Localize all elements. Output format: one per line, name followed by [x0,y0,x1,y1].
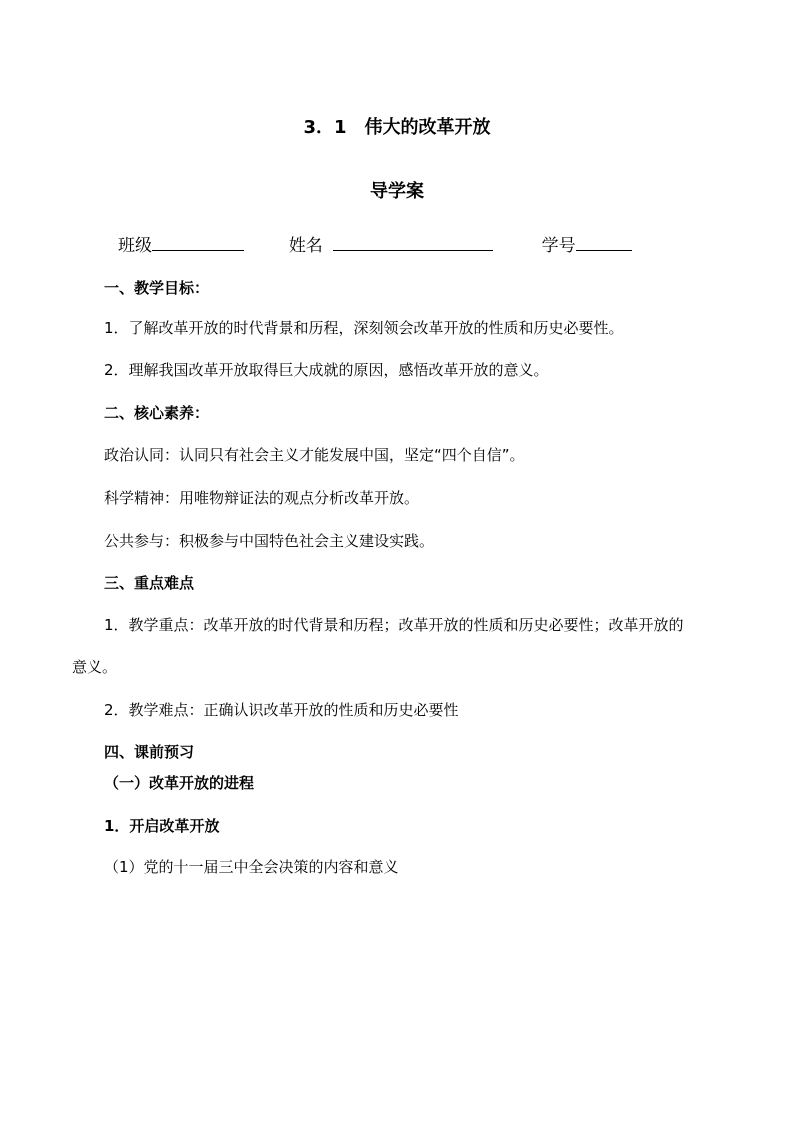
key-points-heading: 三、重点难点 [104,574,195,592]
student-number-blank[interactable] [576,234,632,251]
literacy-item-1: 政治认同：认同只有社会主义才能发展中国，坚定“四个自信”。 [104,446,525,464]
class-blank[interactable] [152,234,244,251]
student-info-row [118,234,632,257]
key-point-1-continued: 意义。 [72,658,118,676]
class-label: 班级 [118,236,152,256]
preview-subheading-1: （一）改革开放的进程 [104,774,255,792]
document-subtitle: 导学案 [370,181,424,202]
goals-heading: 一、教学目标： [104,279,210,297]
key-point-1: 1．教学重点：改革开放的时代背景和历程；改革开放的性质和历史必要性；改革开放的 [104,616,684,634]
goal-item-2: 2．理解我国改革开放取得巨大成就的原因，感悟改革开放的意义。 [104,361,549,379]
goal-item-1: 1．了解改革开放的时代背景和历程，深刻领会改革开放的性质和历史必要性。 [104,319,624,337]
preview-item-1: 1．开启改革开放 [104,817,220,835]
literacy-item-2: 科学精神：用唯物辩证法的观点分析改革开放。 [104,489,420,507]
preview-heading: 四、课前预习 [104,743,195,761]
document-title: 3．1 伟大的改革开放 [303,117,491,138]
name-label: 姓名 [288,236,323,256]
preview-item-1-1: （1）党的十一届三中全会决策的内容和意义 [104,858,399,876]
student-number-label: 学号 [541,236,576,256]
literacy-heading: 二、核心素养： [104,404,210,422]
literacy-item-3: 公共参与：积极参与中国特色社会主义建设实践。 [104,532,435,550]
key-point-2: 2．教学难点：正确认识改革开放的性质和历史必要性 [104,701,459,719]
name-blank[interactable] [333,234,493,251]
